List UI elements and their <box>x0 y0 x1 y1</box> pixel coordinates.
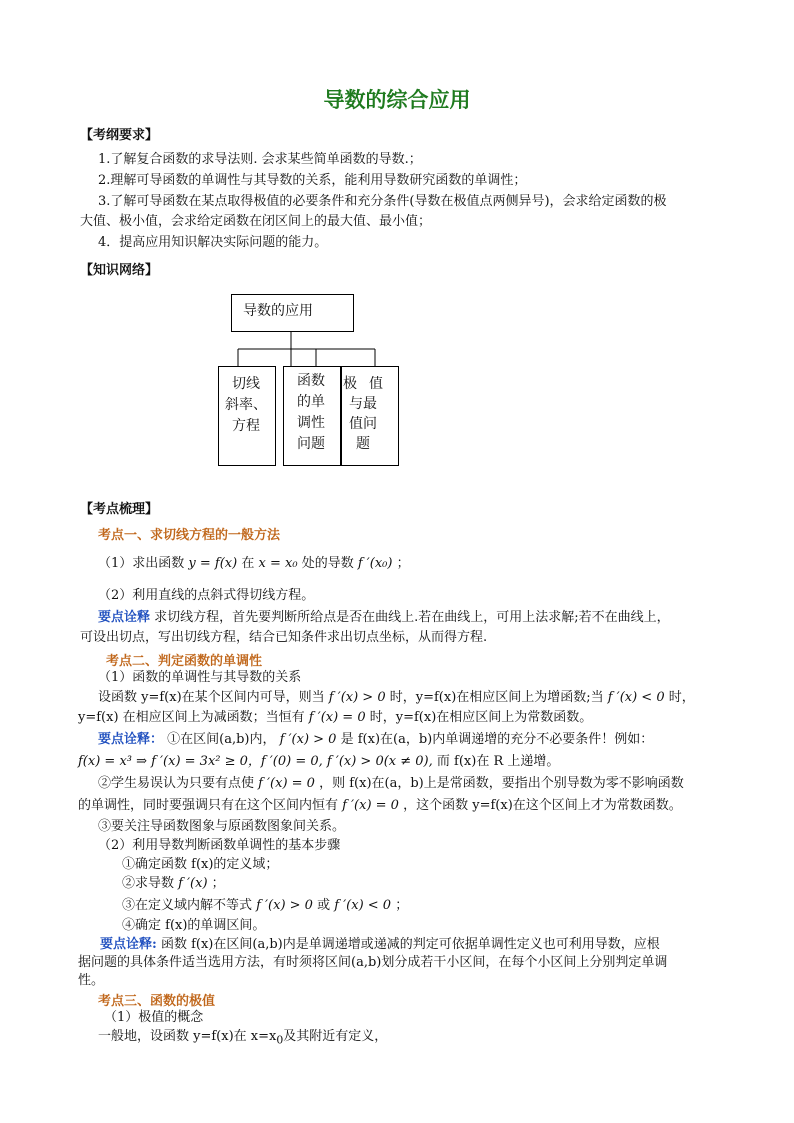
kp2-sub1: （1）函数的单调性与其导数的关系 <box>98 670 302 685</box>
kp2-para2: y=f(x) 在相应区间上为减函数；当恒有 f ′(x) = 0 时，y=f(x)在相应区间上为常数函数。 <box>78 710 593 725</box>
section-network-heading: 【知识网络】 <box>80 263 159 278</box>
section-points-heading: 【考点梳理】 <box>80 502 159 517</box>
kp1-note-line2: 可设出切点，写出切线方程，结合已知条件求出切点坐标，从而得方程. <box>80 630 488 645</box>
kp2-step3: ③在定义域内解不等式 f ′(x) > 0 或 f ′(x) < 0 ； <box>122 898 409 913</box>
kp3-para1: 一般地，设函数 y=f(x)在 $x=x_0$及其附近有定义， <box>98 1029 388 1047</box>
kp2-note-b-line2: 据问题的具体条件适当选用方法，有时须将区间(a,b)划分成若干小区间，在每个小区间上分别判定单调 <box>78 955 668 970</box>
kp2-para1: 设函数 y=f(x)在某个区间内可导，则当 f ′(x) > 0 时，y=f(x)在相应区间上为增函数;当 f ′(x) < 0 时， <box>98 690 695 705</box>
kp2-note-b-line1: 要点诠释: 函数 f(x)在区间(a,b)内是单调递增或递减的判定可依据单调性定义也可利用导数，应根 <box>100 937 660 952</box>
syllabus-item-3: 3.了解可导函数在某点取得极值的必要条件和充分条件(导数在极值点两侧异号)，会求给定函数的极 <box>98 194 667 209</box>
kp2-note1-example: f(x) = x³ ⇒ f ′(x) = 3x² ≥ 0，f ′(0) = 0, f ′(x) > 0(x ≠ 0), 而 f(x)在 R 上递增。 <box>78 754 560 769</box>
diagram-box-extrema-text: 极 值 与最 值问 题 <box>343 376 383 452</box>
syllabus-item-4: 4．提高应用知识解决实际问题的能力。 <box>98 235 328 250</box>
kp2-note3: ③要关注导函数图象与原函数图象间关系。 <box>98 819 346 834</box>
syllabus-item-3-cont: 大值、极小值，会求给定函数在闭区间上的最大值、最小值； <box>80 214 432 229</box>
kp1-heading: 考点一、求切线方程的一般方法 <box>98 528 281 543</box>
kp2-note1: 要点诠释： ①在区间(a,b)内， f ′(x) > 0 是 f(x)在(a，b)内单调递增的充分不必要条件！例如： <box>98 732 654 747</box>
kp1-step1: （1）求出函数 y = f(x) 在 x = x₀ 处的导数 f ′(x₀) ； <box>98 556 410 571</box>
diagram-box-monotonicity-text: 函数 的单 调性 问题 <box>297 373 325 452</box>
kp2-note2: ②学生易误认为只要有点使 f ′(x) = 0 ，则 f(x)在(a，b)上是常函数，要指出个别导数为零不影响函数 <box>98 776 684 791</box>
kp2-step2: ②求导数 f ′(x) ； <box>122 876 225 891</box>
kp1-note-line1: 要点诠释 求切线方程，首先要判断所给点是否在曲线上.若在曲线上，可用上法求解;若不在曲线上， <box>98 610 670 625</box>
kp2-note-b-line3: 性。 <box>78 973 105 988</box>
page-title: 导数的综合应用 <box>323 88 471 112</box>
kp2-step1: ①确定函数 f(x)的定义域； <box>122 857 279 872</box>
kp3-heading: 考点三、函数的极值 <box>98 994 216 1009</box>
diagram-box-tangent-text: 切线 斜率、 方程 <box>225 376 267 434</box>
kp2-heading: 考点二、判定函数的单调性 <box>106 654 263 669</box>
kp2-step4: ④确定 f(x)的单调区间。 <box>122 918 266 933</box>
kp2-sub2: （2）利用导数判断函数单调性的基本步骤 <box>98 838 341 853</box>
syllabus-item-1: 1.了解复合函数的求导法则. 会求某些简单函数的导数.； <box>98 152 422 167</box>
kp1-step2: （2）利用直线的点斜式得切线方程。 <box>98 588 315 603</box>
syllabus-item-2: 2.理解可导函数的单调性与其导数的关系，能利用导数研究函数的单调性； <box>98 173 527 188</box>
section-syllabus-heading: 【考纲要求】 <box>80 128 159 143</box>
kp2-note2-cont: 的单调性，同时要强调只有在这个区间内恒有 f ′(x) = 0 ，这个函数 y=f(x)在这个区间上才为常数函数。 <box>78 798 682 813</box>
kp3-sub1: （1）极值的概念 <box>104 1010 204 1025</box>
diagram-root-label: 导数的应用 <box>243 303 313 319</box>
